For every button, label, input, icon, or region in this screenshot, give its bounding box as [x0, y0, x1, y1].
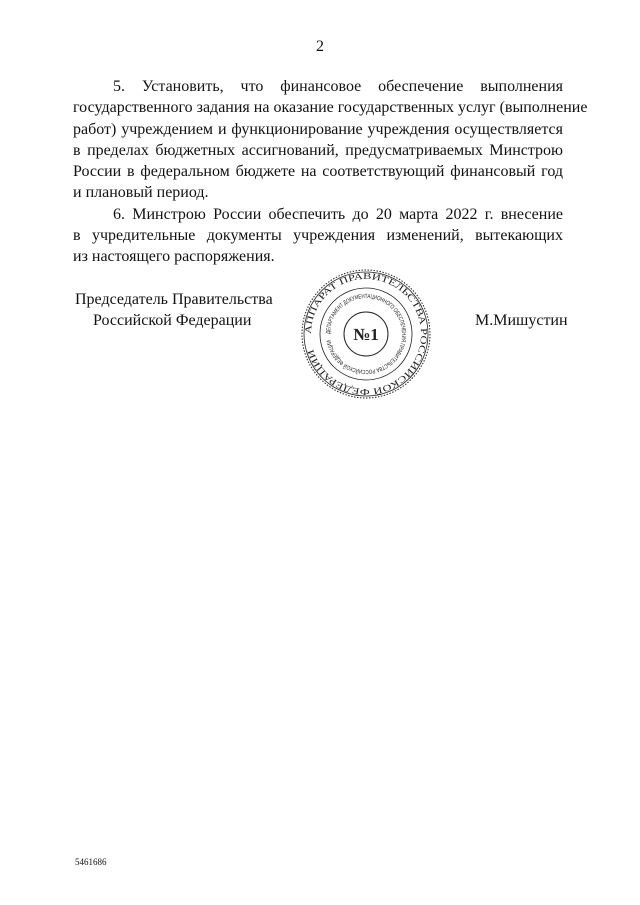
signatory-name: М.Мишустин [475, 312, 568, 329]
paragraph-5-line: государственного задания на оказание государственных услуг (выполнение [73, 99, 588, 117]
paragraph-5-line: и плановый период. [73, 184, 209, 202]
paragraph-5-line: России в федеральном бюджете на соответствующий финансовый год [73, 163, 563, 181]
signatory-title-line1: Председатель Правительства [75, 291, 273, 308]
document-body [73, 76, 588, 268]
paragraph-6-line: из настоящего распоряжения. [73, 248, 275, 266]
stamp-number: №1 [353, 325, 379, 344]
paragraph-5-line: 5. Установить, что финансовое обеспечение выполнения [113, 78, 563, 95]
signatory-title-line2: Российской Федерации [93, 312, 252, 329]
paragraph-5-line: в пределах бюджетных ассигнований, предусматриваемых Минстрою [73, 141, 563, 159]
page-number: 2 [316, 38, 324, 55]
official-stamp [300, 268, 432, 400]
stamp-inner-text: ДЕПАРТАМЕНТ ДОКУМЕНТАЦИОННОГО ОБЕСПЕЧЕНИЯ ПРАВИТЕЛЬСТВА РОССИЙСКОЙ ФЕДЕРАЦИИ [325, 293, 407, 375]
document-code: 5461686 [75, 857, 107, 867]
paragraph-6-line: 6. Минстрою России обеспечить до 20 марта 2022 г. внесение [113, 205, 563, 223]
paragraph-5-line: работ) учреждением и функционирование учреждения осуществляется [73, 120, 563, 138]
paragraph-6-line: в учредительные документы учреждения изменений, вытекающих [73, 227, 563, 245]
stamp-outer-text: АППАРАТ ПРАВИТЕЛЬСТВА РОССИЙСКОЙ ФЕДЕРАЦИИ [302, 270, 430, 398]
